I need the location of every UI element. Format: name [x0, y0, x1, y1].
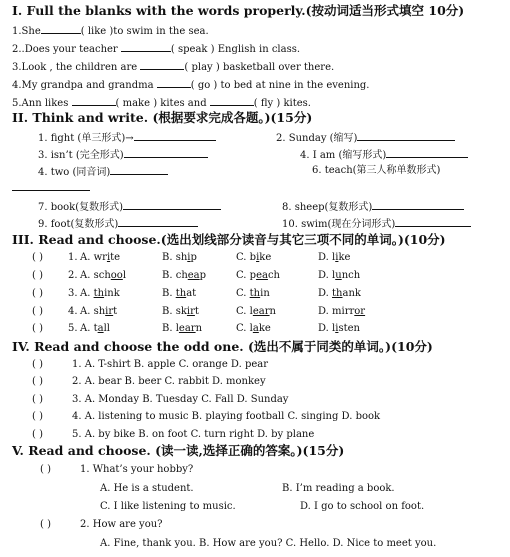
underlined-sound: a [252, 323, 259, 334]
item-text: Does your teacher [24, 44, 118, 55]
answer-blank[interactable] [395, 216, 471, 227]
question-text: 3. A. Monday B. Tuesday C. Fall D. Sunday [72, 394, 289, 405]
s4-row-3 [12, 393, 288, 407]
option-text: sh [175, 252, 188, 263]
answer-blank[interactable] [386, 147, 468, 158]
s4-row-4 [12, 410, 380, 424]
option-text: l [175, 323, 179, 334]
option-text: ke [259, 252, 272, 263]
answer-blank[interactable] [124, 147, 208, 158]
option-text: ll [103, 323, 110, 334]
option-b [162, 251, 197, 265]
s3-row-1 [12, 251, 351, 265]
answer-bracket[interactable]: ( ) [32, 394, 43, 405]
s1-item-1 [12, 23, 209, 39]
option-text: t [93, 323, 98, 334]
option-text: l [249, 323, 253, 334]
option-text: D. [318, 288, 333, 299]
underlined-sound: th [332, 288, 343, 299]
s5-q2-stem [12, 518, 163, 532]
option-text: ank [342, 288, 361, 299]
answer-bracket[interactable]: ( ) [32, 252, 43, 263]
option-text: l [332, 270, 336, 281]
option-text: D. [318, 323, 333, 334]
s3-row-4 [12, 305, 366, 319]
item-text: My grandpa and grandma [21, 80, 154, 91]
s2-item-1 [38, 130, 216, 146]
underlined-sound: ir [186, 306, 195, 317]
section-4-heading: IV. Read and choose the odd one. (选出不属于同类的单词。)(10分) [12, 339, 433, 354]
answer-blank[interactable] [123, 199, 221, 210]
option-text: A. [80, 323, 94, 334]
s5-q1-option-a: A. He is a student. [100, 483, 194, 494]
underlined-sound: u [335, 270, 342, 281]
s2-item-6 [312, 164, 440, 178]
option-text: te [110, 252, 121, 263]
option-text: A. [80, 252, 94, 263]
item-text: She [21, 26, 41, 37]
question-text: 1. A. T-shirt B. apple C. orange D. pear [72, 359, 269, 370]
option-a [80, 287, 120, 301]
item-text: 6. teach(第三人称单数形式) [312, 165, 441, 176]
answer-blank[interactable] [41, 23, 81, 34]
answer-bracket[interactable]: ( ) [32, 270, 43, 281]
option-text: sk [175, 306, 187, 317]
option-text: p [249, 270, 257, 281]
answer-blank[interactable] [110, 164, 168, 175]
option-c [236, 322, 271, 336]
option-text: C. [236, 323, 250, 334]
item-number: 5. [12, 98, 22, 109]
option-text: n [195, 323, 203, 334]
answer-blank[interactable] [118, 216, 198, 227]
s2-item-3 [38, 147, 208, 163]
option-text: sch [93, 270, 111, 281]
item-text: ( make ) kites and [115, 98, 207, 109]
s2-item-6-line [12, 180, 90, 196]
answer-bracket[interactable]: ( ) [32, 429, 43, 440]
option-text: sten [338, 323, 360, 334]
s1-item-2 [12, 41, 300, 57]
s4-row-2 [12, 375, 266, 389]
option-d [318, 305, 365, 319]
item-text: ( speak ) English in class. [170, 44, 301, 55]
item-text: 9. foot(复数形式) [38, 219, 119, 230]
option-text: ke [338, 252, 351, 263]
answer-bracket[interactable]: ( ) [32, 376, 43, 387]
section-3-heading: III. Read and choose.(选出划线部分读音与其它三项不同的单词。)(10分) [12, 232, 446, 247]
item-number: 2.. [12, 44, 25, 55]
item-number: 3. [12, 62, 22, 73]
s5-q1-option-c: C. I like listening to music. [100, 501, 236, 512]
option-text: b [249, 252, 257, 263]
answer-bracket[interactable]: ( ) [32, 411, 43, 422]
s5-q1-stem [12, 463, 193, 477]
question-text: 2. How are you? [80, 519, 163, 530]
answer-bracket[interactable]: ( ) [40, 464, 51, 475]
underlined-sound: ir [105, 306, 114, 317]
item-text: ( play ) basketball over there. [184, 62, 335, 73]
option-text: C. [236, 270, 250, 281]
s1-item-5 [12, 95, 311, 111]
s2-item-9 [38, 216, 198, 232]
option-text: l [249, 306, 253, 317]
section-1-heading: I. Full the blanks with the words properly.(按动词适当形式填空 10分) [12, 3, 465, 18]
underlined-sound: i [256, 252, 260, 263]
option-text: A. [80, 306, 94, 317]
underlined-sound: i [106, 252, 111, 263]
s4-row-5 [12, 428, 314, 442]
option-text: D. [318, 252, 333, 263]
item-text: Look , the children are [21, 62, 138, 73]
s5-q1-option-b: B. I’m reading a book. [282, 483, 395, 494]
option-b [162, 322, 202, 336]
option-text: l [122, 270, 127, 281]
option-text: l [332, 323, 336, 334]
item-text: ( like )to swim in the sea. [80, 26, 209, 37]
option-text: B. [162, 306, 176, 317]
item-text: ( go ) to bed at nine in the evening. [190, 80, 370, 91]
item-text: 4. two (同音词) [38, 167, 111, 178]
option-text: in [260, 288, 270, 299]
s2-item-10 [282, 216, 471, 232]
option-text: B. [162, 288, 176, 299]
item-text: ( fly ) kites. [253, 98, 311, 109]
option-text: A. [80, 270, 94, 281]
option-text: C. [236, 306, 250, 317]
option-text: p [190, 252, 197, 263]
option-a [80, 251, 120, 265]
answer-blank[interactable] [12, 180, 90, 191]
option-d [318, 269, 360, 283]
answer-blank[interactable] [357, 130, 455, 141]
option-text: at [186, 288, 197, 299]
s2-item-4 [300, 147, 468, 163]
option-text: A. [80, 288, 94, 299]
underlined-sound: th [93, 288, 105, 299]
underlined-sound: or [354, 306, 366, 317]
option-text: sh [93, 306, 106, 317]
s3-row-5 [12, 322, 360, 336]
option-a [80, 305, 117, 319]
answer-blank[interactable] [372, 199, 464, 210]
option-text: t [194, 306, 199, 317]
underlined-sound: oo [110, 270, 123, 281]
item-text: 7. book(复数形式) [38, 202, 124, 213]
option-text: n [269, 306, 276, 317]
option-text: C. [236, 288, 250, 299]
section-2-heading: II. Think and write. (根据要求完成各题。)(15分) [12, 110, 313, 125]
option-text: mirr [332, 306, 355, 317]
option-d [318, 251, 350, 265]
underlined-sound: i [187, 252, 191, 263]
option-a [80, 269, 126, 283]
option-text: ch [267, 270, 280, 281]
s2-item-2 [276, 130, 455, 146]
s4-row-1 [12, 358, 268, 372]
question-number: 2. [68, 270, 78, 281]
question-number: 1. [68, 252, 78, 263]
item-number: 4. [12, 80, 22, 91]
option-c [236, 305, 276, 319]
s2-item-5 [38, 164, 168, 180]
question-text: 4. A. listening to music B. playing football C. singing D. book [72, 411, 381, 422]
item-text: 3. isn’t (完全形式) [38, 150, 124, 161]
s1-item-3 [12, 59, 334, 75]
item-text: 10. swim(现在分词形式) [282, 219, 396, 230]
option-c [236, 251, 271, 265]
answer-bracket[interactable]: ( ) [40, 519, 51, 530]
s3-row-2 [12, 269, 361, 283]
option-b [162, 269, 206, 283]
underlined-sound: ear [178, 323, 196, 334]
underlined-sound: i [335, 252, 339, 263]
answer-bracket[interactable]: ( ) [32, 306, 43, 317]
option-text: C. [236, 252, 250, 263]
option-c [236, 287, 270, 301]
item-text: 1. fight (单三形式)→ [38, 133, 134, 144]
answer-blank[interactable] [210, 95, 254, 106]
question-text: 1. What’s your hobby? [80, 464, 194, 475]
option-text: l [332, 252, 336, 263]
option-text: ke [258, 323, 271, 334]
s3-row-3 [12, 287, 361, 301]
option-text: B. [162, 323, 176, 334]
option-text: D. [318, 306, 333, 317]
answer-bracket[interactable]: ( ) [32, 359, 43, 370]
option-d [318, 322, 360, 336]
question-text: 5. A. by bike B. on foot C. turn right D. by plane [72, 429, 315, 440]
s1-item-4 [12, 77, 369, 93]
option-text: wr [93, 252, 107, 263]
answer-blank[interactable] [72, 95, 116, 106]
option-text: t [113, 306, 118, 317]
s2-item-7 [38, 199, 221, 215]
option-d [318, 287, 361, 301]
item-text: Ann likes [21, 98, 69, 109]
item-text: 8. sheep(复数形式) [282, 202, 373, 213]
answer-bracket[interactable]: ( ) [32, 323, 43, 334]
option-text: B. [162, 270, 176, 281]
s5-q1-option-d: D. I go to school on foot. [300, 501, 425, 512]
underlined-sound: a [97, 323, 104, 334]
question-number: 3. [68, 288, 78, 299]
item-text: 2. Sunday (缩写) [276, 133, 358, 144]
section-5-heading: V. Read and choose. (读一读,选择正确的答案。)(15分) [12, 443, 345, 458]
underlined-sound: ear [252, 306, 270, 317]
option-text: ch [175, 270, 188, 281]
item-text: 4. I am (缩写形式) [300, 150, 387, 161]
answer-blank[interactable] [134, 130, 216, 141]
option-a [80, 322, 110, 336]
underlined-sound: ea [256, 270, 268, 281]
option-c [236, 269, 280, 283]
underlined-sound: th [175, 288, 187, 299]
option-text: ink [104, 288, 120, 299]
item-number: 1. [12, 26, 22, 37]
s2-item-8 [282, 199, 464, 215]
option-b [162, 287, 196, 301]
underlined-sound: th [249, 288, 261, 299]
answer-blank[interactable] [140, 59, 184, 70]
s5-q2-options: A. Fine, thank you. B. How are you? C. Hello. D. Nice to meet you. [100, 538, 437, 549]
option-text: p [199, 270, 207, 281]
option-b [162, 305, 199, 319]
answer-bracket[interactable]: ( ) [32, 288, 43, 299]
answer-blank[interactable] [121, 41, 171, 52]
underlined-sound: i [335, 323, 339, 334]
question-number: 4. [68, 306, 78, 317]
option-text: B. [162, 252, 176, 263]
answer-blank[interactable] [157, 77, 191, 88]
option-text: nch [341, 270, 361, 281]
question-text: 2. A. bear B. beer C. rabbit D. monkey [72, 376, 266, 387]
question-number: 5. [68, 323, 78, 334]
option-text: D. [318, 270, 333, 281]
underlined-sound: ea [187, 270, 200, 281]
